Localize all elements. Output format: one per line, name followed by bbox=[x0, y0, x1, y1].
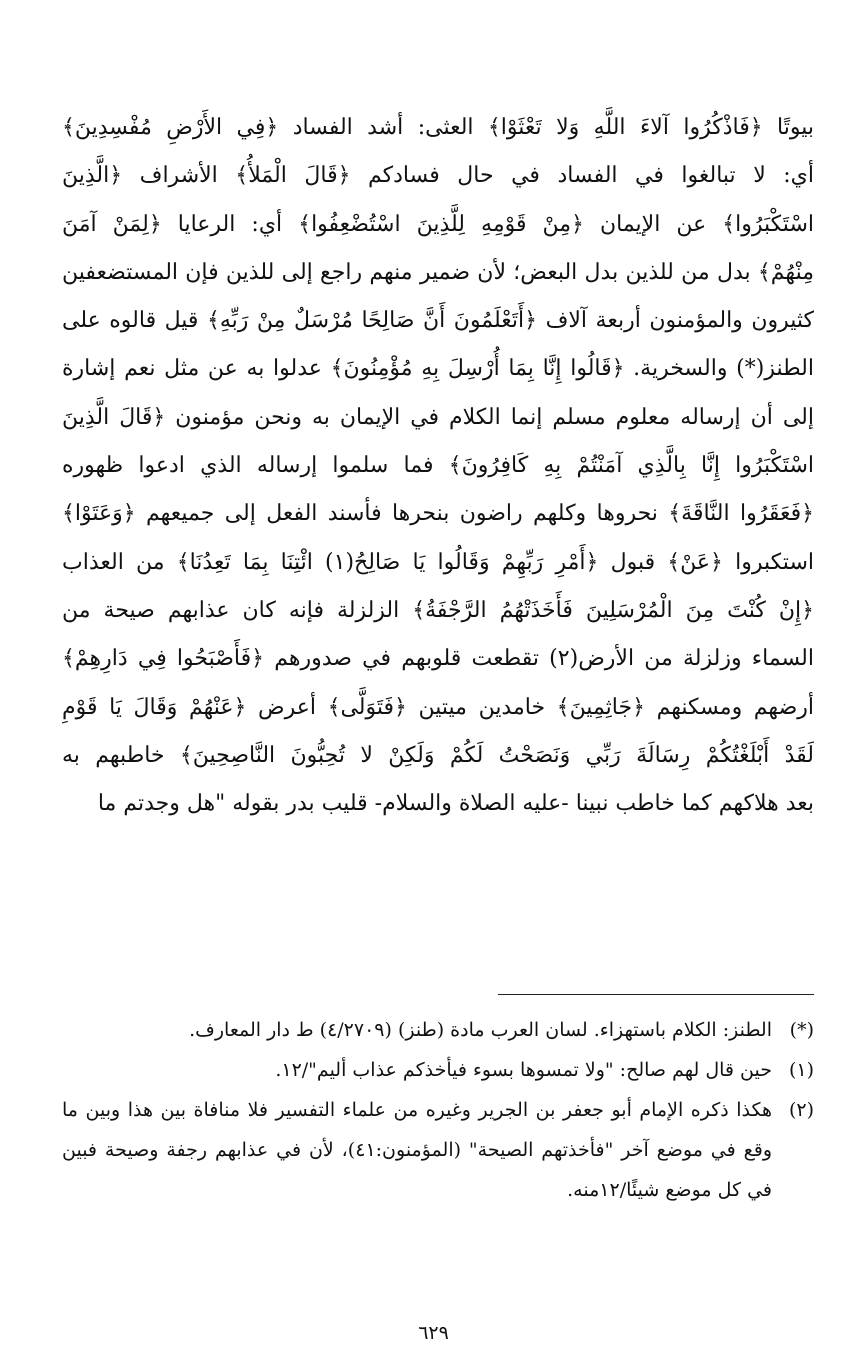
footnote-mark: (*) bbox=[789, 1019, 814, 1041]
text-line: مِنْهُمْ﴾ بدل من للذين بدل البعض؛ لأن ضمير منهم راجع إلى للذين فإن المستضعفين bbox=[62, 259, 814, 285]
text-line: بيوتًا ﴿فَاذْكُرُوا آلاءَ اللَّهِ وَلا تَعْثَوْا﴾ العثى: أشد الفساد ﴿فِي الأَرْضِ مُفْسِدِينَ﴾ bbox=[62, 115, 814, 140]
footnote-divider bbox=[498, 994, 814, 995]
text-line: بعد هلاكهم كما خاطب نبينا -عليه الصلاة والسلام- قليب بدر بقوله "هل وجدتم ما bbox=[97, 791, 814, 817]
text-line: إلى أن إرساله معلوم مسلم إنما الكلام في الإيمان به ونحن مؤمنون ﴿قَالَ الَّذِينَ bbox=[62, 404, 814, 430]
text-line: اسْتَكْبَرُوا إِنَّا بِالَّذِي آمَنْتُمْ بِهِ كَافِرُونَ﴾ فما سلموا إرساله الذي ادعوا ظهوره bbox=[62, 453, 814, 479]
text-line: أرضهم ومسكنهم ﴿جَاثِمِينَ﴾ خامدين ميتين ﴿فَتَوَلَّى﴾ أعرض ﴿عَنْهُمْ وَقَالَ يَا قَوْمِ bbox=[62, 694, 814, 720]
text-line: أي: لا تبالغوا في الفساد في حال فسادكم ﴿قَالَ الْمَلأُ﴾ الأشراف ﴿الَّذِينَ bbox=[62, 163, 814, 189]
footnotes bbox=[62, 1010, 814, 1210]
text-line: ﴿فَعَقَرُوا النَّاقَةَ﴾ نحروها وكلهم راضون بنحرها فأسند الفعل إلى جميعهم ﴿وَعَتَوْا﴾ bbox=[62, 501, 814, 527]
text-line: كثيرون والمؤمنون أربعة آلاف ﴿أَتَعْلَمُونَ أَنَّ صَالِحًا مُرْسَلٌ مِنْ رَبِّهِ﴾ قيل قالوه على bbox=[62, 308, 814, 334]
footnote-item bbox=[62, 1050, 814, 1090]
footnote-item bbox=[62, 1010, 814, 1050]
text-line: الطنز(*) والسخرية. ﴿قَالُوا إِنَّا بِمَا أُرْسِلَ بِهِ مُؤْمِنُونَ﴾ عدلوا به عن مثل نعم إشارة bbox=[62, 356, 814, 382]
footnote-text: الطنز: الكلام باستهزاء. لسان العرب مادة (طنز) (٤/٢٧٠٩) ط دار المعارف. bbox=[189, 1019, 772, 1041]
footnote-text: هكذا ذكره الإمام أبو جعفر بن الجرير وغيره من علماء التفسير فلا منافاة بين هذا وبين ما وقع في موضع آخر "فأخذتهم الصيحة" (المؤمنون:٤١)، لأن في عذابهم رجفة وصيحة فبين في كل موضع شيئًا/١٢منه. bbox=[62, 1099, 773, 1201]
footnote-mark: (٢) bbox=[788, 1099, 814, 1121]
main-text bbox=[62, 104, 814, 828]
text-line: السماء وزلزلة من الأرض(٢) تقطعت قلوبهم في صدورهم ﴿فَأَصْبَحُوا فِي دَارِهِمْ﴾ bbox=[62, 646, 814, 672]
text-line: استكبروا ﴿عَنْ﴾ قبول ﴿أَمْرِ رَبِّهِمْ وَقَالُوا يَا صَالِحُ(١) ائْتِنَا بِمَا تَعِدُنَا﴾ من العذاب bbox=[62, 549, 814, 575]
text-line: لَقَدْ أَبْلَغْتُكُمْ رِسَالَةَ رَبِّي وَنَصَحْتُ لَكُمْ وَلَكِنْ لا تُحِبُّونَ النَّاصِحِينَ﴾ خاطبهم به bbox=[62, 742, 814, 768]
footnote-item bbox=[62, 1090, 814, 1210]
text-line: ﴿إِنْ كُنْتَ مِنَ الْمُرْسَلِينَ فَأَخَذَتْهُمُ الرَّجْفَةُ﴾ الزلزلة فإنه كان عذابهم صيحة من bbox=[62, 597, 814, 623]
footnote-text: حين قال لهم صالح: "ولا تمسوها بسوء فيأخذكم عذاب أليم"/١٢. bbox=[275, 1059, 772, 1081]
footnote-mark: (١) bbox=[788, 1059, 814, 1081]
page-number: ٦٢٩ bbox=[418, 1322, 449, 1344]
text-line: اسْتَكْبَرُوا﴾ عن الإيمان ﴿مِنْ قَوْمِهِ لِلَّذِينَ اسْتُضْعِفُوا﴾ أي: الرعايا ﴿لِمَنْ آمَنَ bbox=[62, 211, 814, 237]
